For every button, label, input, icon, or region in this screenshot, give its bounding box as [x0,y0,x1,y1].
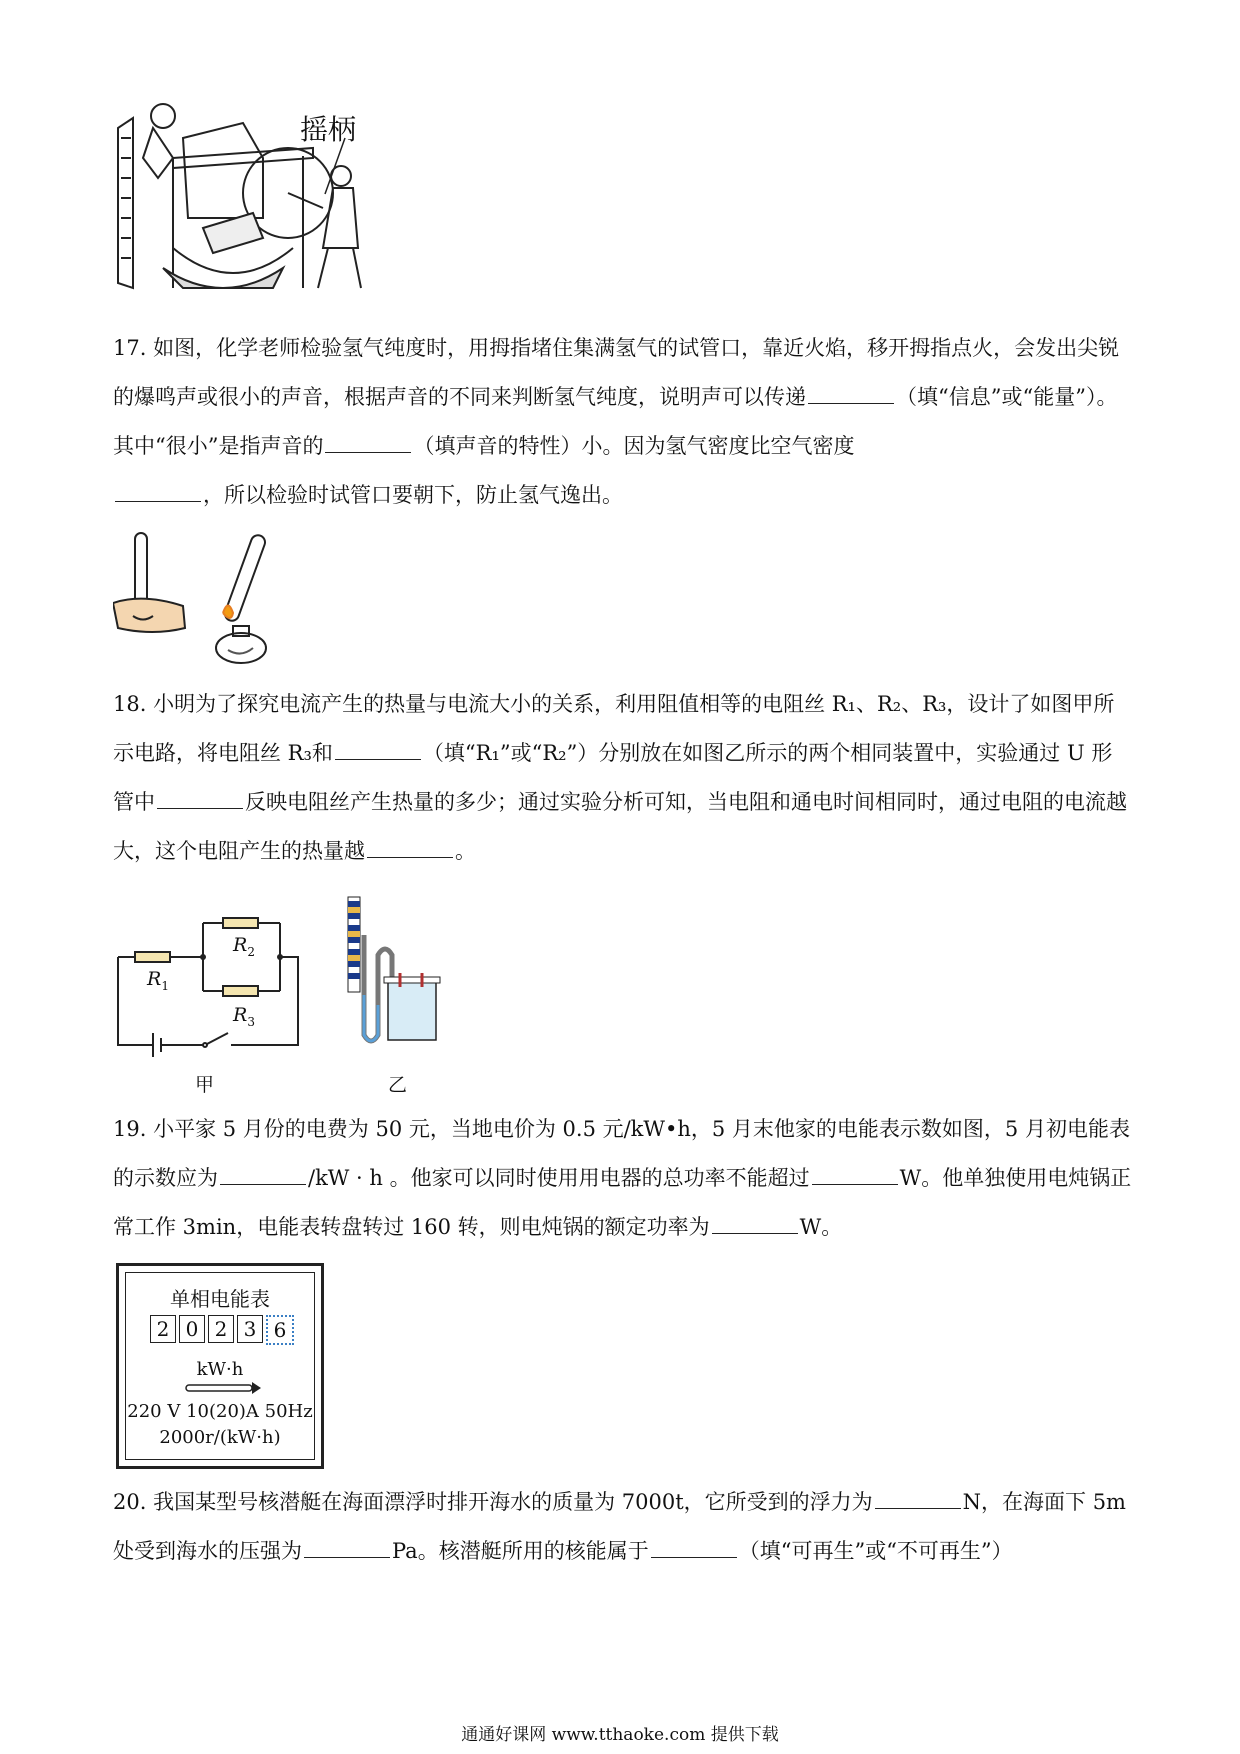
q18-text-2: （填“R₁”或“R₂”）分别放在如图乙所示的两个相同装置中，实验通过 U 形管中 [113,741,1113,814]
q18-text-1: 18. 小明为了探究电流产生的热量与电流大小的关系，利用阻值相等的电阻丝 R₁、R₂、R₃，设计了如图甲所示电路，将电阻丝 R₃和 [113,692,1115,765]
q20-blank-3[interactable] [651,1535,737,1558]
rotation-arrow-icon [182,1381,262,1395]
q17-text-2: （填“信息”或“能量”）。其中“很小”是指声音的 [113,385,1118,458]
resistor-r1-label: $R_1$ [147,968,169,993]
meter-digit: 3 [237,1315,263,1343]
q20-text-4: （填“可再生”或“不可再生”） [738,1539,1013,1563]
question-17 [113,324,1133,520]
question-20 [113,1478,1133,1576]
q19-blank-3[interactable] [712,1211,798,1234]
q20-text-3: Pa。核潜艇所用的核能属于 [392,1539,649,1563]
crank-label: 摇柄 [300,113,357,146]
test-tube-illustration [113,528,313,668]
q17-blank-2[interactable] [325,430,411,453]
resistor-r3-label: $R_3$ [233,1004,255,1029]
question-18 [113,680,1133,876]
circuit-diagram [113,905,313,1060]
u-tube-apparatus [340,895,450,1055]
q17-blank-1[interactable] [808,381,894,404]
meter-digit: 0 [179,1315,205,1343]
q18-blank-2[interactable] [157,786,243,809]
figure-b-label: 乙 [388,1074,408,1096]
q19-text-4: W。 [799,1215,843,1239]
question-19 [113,1105,1133,1252]
meter-digit: 2 [208,1315,234,1343]
q19-text-1: 19. 小平家 5 月份的电费为 50 元，当地电价为 0.5 元/kW•h，5 月末他家的电能表示数如图，5 月初电能表的示数应为 [113,1117,1130,1190]
meter-digits [150,1315,294,1345]
meter-spec-revolutions: 2000r/(kW·h) [159,1427,281,1448]
figure-a-label: 甲 [195,1074,215,1096]
page-footer: 通通好课网 www.tthaoke.com 提供下载 [461,1725,779,1745]
q20-text-2: N，在海面下 5m 处受到海水的压强为 [113,1490,1126,1563]
q18-text-3: 反映电阻丝产生热量的多少；通过实验分析可知，当电阻和通电时间相同时，通过电阻的电流越大，这个电阻产生的热量越 [113,790,1127,863]
q19-text-3: W。他单独使用电炖锅正常工作 3min，电能表转盘转过 160 转，则电炖锅的额定功率为 [113,1166,1132,1239]
meter-unit: kW·h [196,1359,244,1380]
q20-text-1: 20. 我国某型号核潜艇在海面漂浮时排开海水的质量为 7000t，它所受到的浮力为 [113,1490,873,1514]
q17-text-1: 17. 如图，化学老师检验氢气纯度时，用拇指堵住集满氢气的试管口，靠近火焰，移开拇指点火，会发出尖锐的爆鸣声或很小的声音，根据声音的不同来判断氢气纯度，说明声可以传递 [113,336,1120,409]
q18-text-4: 。 [455,839,476,863]
q17-text-3: （填声音的特性）小。因为氢气密度比空气密度 [413,434,855,458]
q19-blank-2[interactable] [812,1162,898,1185]
meter-title: 单相电能表 [170,1287,270,1311]
q20-blank-2[interactable] [304,1535,390,1558]
electricity-meter [116,1263,324,1469]
q17-text-4: ，所以检验时试管口要朝下，防止氢气逸出。 [203,483,623,507]
meter-digit: 2 [150,1315,176,1343]
q19-text-2: /kW · h 。他家可以同时使用用电器的总功率不能超过 [308,1166,810,1190]
meter-digit-decimal: 6 [266,1315,294,1345]
q18-blank-1[interactable] [335,737,421,760]
meter-spec-rating: 220 V 10(20)A 50Hz [127,1401,313,1422]
q19-blank-1[interactable] [220,1162,306,1185]
q17-blank-3[interactable] [115,479,201,502]
q18-blank-3[interactable] [367,835,453,858]
q20-blank-1[interactable] [875,1486,961,1509]
resistor-r2-label: $R_2$ [233,934,255,959]
